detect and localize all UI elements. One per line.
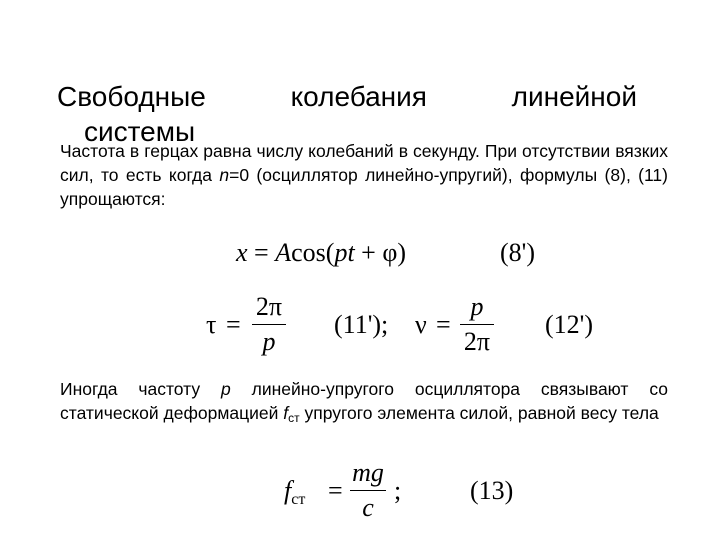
paragraph1-text-b: =0 (осциллятор линейно-упругий), формулы (8), (11) упрощаются: [60, 165, 668, 209]
variable-f: f [283, 403, 289, 423]
formula13-equals: = [328, 476, 343, 505]
formula-8-label: (8') [500, 238, 536, 267]
formula-12-label: (12') [545, 310, 594, 339]
subscript-ct: ст [288, 411, 300, 425]
formula11-fraction [252, 292, 286, 357]
variable-n: n [219, 165, 230, 185]
slide-title [57, 80, 637, 114]
formula8-p: p [334, 238, 348, 267]
formula13-numerator: mg [352, 458, 384, 487]
formula8-plus-phi: + φ) [354, 238, 406, 267]
paragraph2-text-c: упругого элемента силой, равной весу тела [299, 403, 659, 423]
title-word-1: Свободные [57, 81, 206, 112]
title-word-2: колебания [290, 81, 427, 112]
formula11-tau: τ [206, 310, 217, 339]
slide-title-line-2: системы [84, 116, 196, 147]
formula12-equals: = [436, 310, 451, 339]
formula11-numerator: 2π [255, 292, 283, 321]
formula12-numerator: p [470, 292, 484, 321]
formula8-cos: cos( [291, 238, 335, 267]
title-word-3: линейной [511, 81, 637, 112]
formula8-A: A [275, 238, 292, 267]
paragraph2-text-a: Иногда частоту [60, 379, 221, 399]
formula12-fraction [460, 292, 494, 357]
formula8-equals: = [247, 238, 276, 267]
formula-8-prime [236, 238, 406, 268]
formula12-denominator: 2π [463, 327, 491, 356]
formula12-nu: ν [415, 310, 427, 339]
formula13-fraction-bar [350, 490, 386, 491]
paragraph-static-deformation [60, 377, 668, 430]
formula8-x: x [236, 238, 248, 267]
variable-p: p [221, 379, 231, 399]
formula8-t: t [347, 238, 355, 267]
paragraph2-text-b: линейно-упругого осциллятора связывают со статической деформацией [60, 379, 668, 423]
formula13-subscript: ст [291, 491, 306, 508]
formula13-f: f [284, 476, 292, 505]
formula11-denominator: p [262, 327, 276, 356]
formula11-equals: = [226, 310, 241, 339]
formula13-semicolon: ; [394, 476, 402, 505]
formula12-fraction-bar [460, 324, 494, 325]
formula11-fraction-bar [252, 324, 286, 325]
paragraph-frequency [60, 139, 668, 211]
formula-13-label: (13) [470, 476, 514, 505]
formula13-fraction [350, 458, 386, 523]
formula-11-label: (11'); [334, 310, 389, 339]
formula13-lhs [284, 476, 305, 509]
formula13-denominator: c [362, 493, 374, 522]
paragraph1-text-a: Частота в герцах равна числу колебаний в секунду. При отсутствии вязких сил, то есть когда [60, 141, 668, 185]
